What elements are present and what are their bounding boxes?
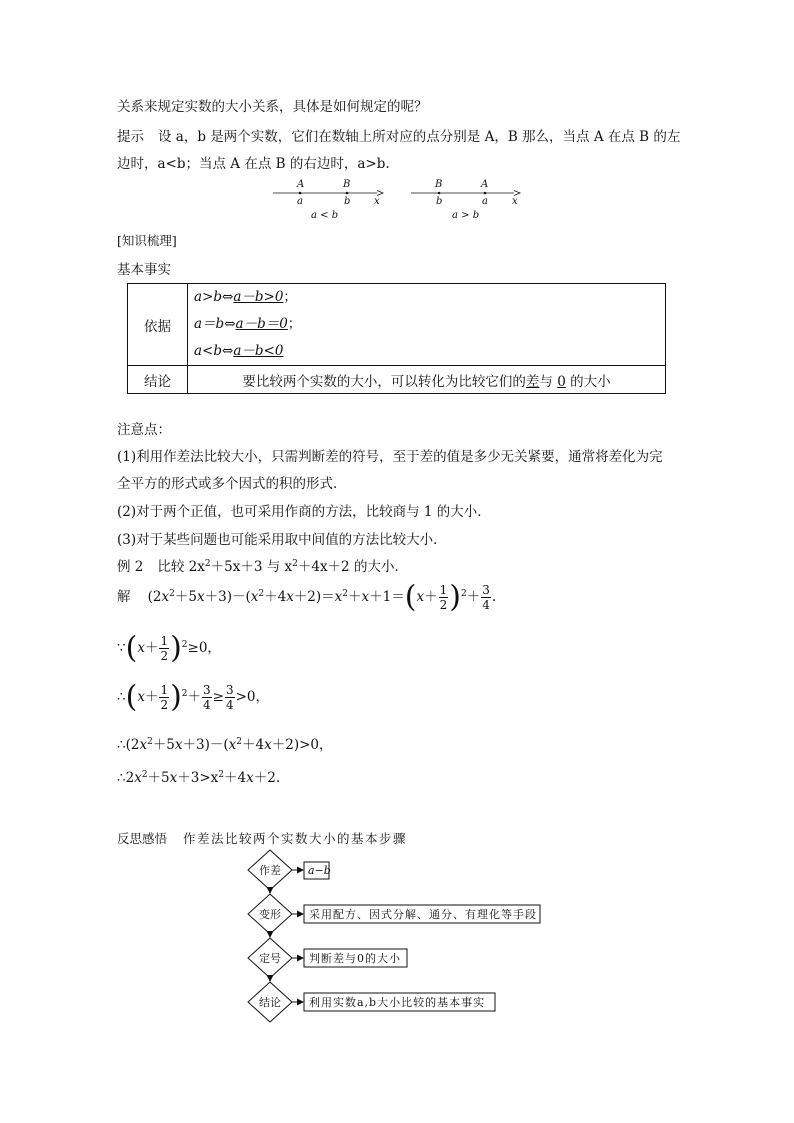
number-line-right bbox=[411, 179, 520, 221]
intro-line: 关系来规定实数的大小关系，具体是如何规定的呢？ bbox=[117, 99, 428, 115]
step-name-2: 变形 bbox=[259, 908, 281, 921]
hint-line-1 bbox=[117, 125, 680, 145]
note-1a: (1)利用作差法比较大小，只需判断差的符号，至于差的值是多少无关紧要，通常将差化为完 bbox=[117, 449, 663, 465]
subsection-title: 基本事实 bbox=[117, 262, 171, 278]
axis-label-x-2: x bbox=[512, 196, 518, 207]
example-question: 例 2 比较 $2x^2+5x+3$ 与 $x^2+4x+2$ 的大小． bbox=[117, 559, 408, 575]
step-name-3: 定号 bbox=[259, 952, 281, 965]
caption-right: a > b bbox=[452, 210, 480, 221]
solution-line-4: $\therefore(2x^2+5x+3)-(x^2+4x+2)>0$， bbox=[117, 737, 333, 753]
basis-label: 依据 bbox=[128, 284, 188, 366]
solution-line-1: 解 $(2x^2+5x+3)-(x^2+4x+2)=x^2+x+1=(x+$ $\frac{1}{2}$ )$^2$＋ $\frac{3}{4}$ . bbox=[117, 579, 497, 615]
note-2: (2)对于两个正值，也可采用作商的方法，比较商与 1 的大小． bbox=[117, 504, 491, 520]
basis-row-3: a<b⇔a－b<0 bbox=[194, 343, 284, 359]
example-label: 例 2 bbox=[117, 559, 144, 575]
label-B-upper-2: B bbox=[435, 179, 443, 190]
axis-label-x: x bbox=[374, 196, 380, 207]
reflection-heading bbox=[117, 829, 407, 847]
conclusion-label: 结论 bbox=[128, 366, 188, 394]
note-1b: 全平方的形式或多个因式的积的形式． bbox=[117, 476, 347, 492]
conclusion-text: 要比较两个实数的大小，可以转化为比较它们的差与 0 的大小 bbox=[188, 366, 666, 394]
step-desc-4: 利用实数a,b大小比较的基本事实 bbox=[309, 996, 486, 1009]
notes-title: 注意点： bbox=[117, 422, 171, 438]
hint-text-1: 设 a，b 是两个实数，它们在数轴上所对应的点分别是 A，B 那么，当点 A 在点 B 的左 bbox=[158, 129, 681, 145]
step-desc-3: 判断差与0的大小 bbox=[309, 952, 401, 965]
label-a-lower: a bbox=[297, 196, 303, 207]
solution-line-2: ∵(x＋ $\frac{1}{2}$ )$^2$≥0， bbox=[117, 630, 221, 666]
basic-facts-table bbox=[127, 283, 666, 394]
step-name-1: 作差 bbox=[259, 864, 281, 877]
reflection-title: 作差法比较两个实数大小的基本步骤 bbox=[183, 831, 408, 846]
step-desc-2: 采用配方、因式分解、通分、有理化等手段 bbox=[309, 908, 537, 921]
section-title: [知识梳理] bbox=[117, 233, 177, 248]
number-line-diagram bbox=[265, 176, 530, 222]
hint-line-2: 边时，a<b；当点 A 在点 B 的右边时，a>b. bbox=[117, 156, 390, 172]
caption-left: a < b bbox=[311, 210, 339, 221]
solution-line-5: $\therefore 2x^2+5x+3>x^2+4x+2$. bbox=[117, 770, 281, 786]
note-3: (3)对于某些问题也可能采用取中间值的方法比较大小． bbox=[117, 532, 447, 548]
number-line-left bbox=[273, 179, 383, 221]
label-b-lower: b bbox=[344, 196, 351, 207]
hint-label: 提示 bbox=[117, 129, 144, 145]
label-a-lower-2: a bbox=[482, 196, 488, 207]
label-B-upper: B bbox=[343, 179, 351, 190]
label-A-upper: A bbox=[297, 179, 305, 190]
solution-label: 解 bbox=[117, 589, 131, 605]
step-name-4: 结论 bbox=[259, 996, 281, 1009]
basis-row-1: a>b⇔a－b>0； bbox=[194, 289, 297, 305]
step-desc-1: a−b bbox=[308, 864, 331, 877]
label-A-upper-2: A bbox=[481, 179, 489, 190]
steps-flowchart bbox=[245, 848, 555, 1024]
basis-row-2: a＝b⇔a－b＝0； bbox=[194, 316, 302, 332]
reflection-label: 反思感悟 bbox=[117, 831, 168, 846]
label-b-lower-2: b bbox=[436, 196, 443, 207]
solution-line-3: ∴(x＋ $\frac{1}{2}$ )$^2$＋ $\frac{3}{4}$ ≥ $\frac{3}{4}$ >0， bbox=[117, 679, 270, 715]
